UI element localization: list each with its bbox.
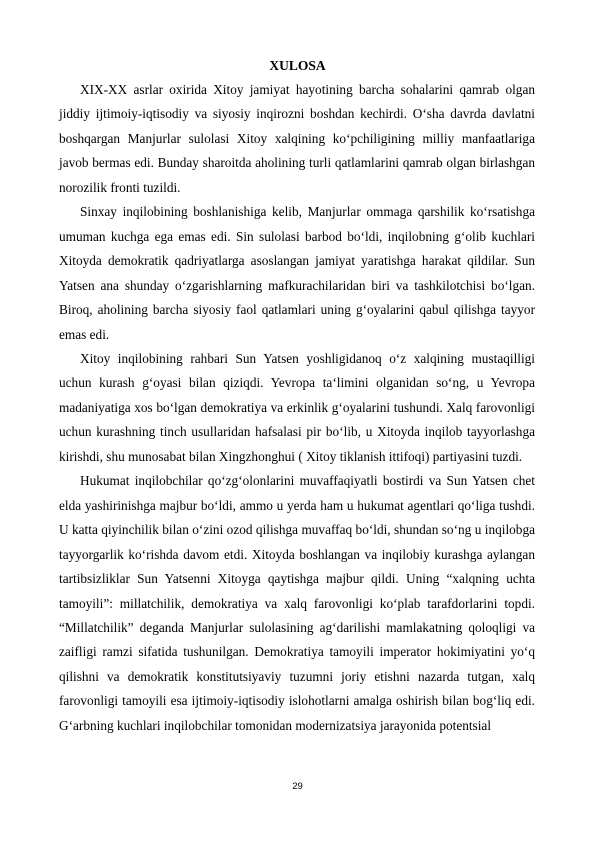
page-number: 29 <box>292 781 303 792</box>
document-body <box>59 78 535 738</box>
paragraph-3: Xitoy inqilobining rahbari Sun Yatsen yoshligidanoq o‘z xalqining mustaqilligi uchun kurash g‘oyasi bilan qiziqdi. Yevropa ta‘limini olganidan so‘ng, u Yevropa madaniyatiga xos bo‘lgan demokratiya va erkinlik g‘oyalarini tushundi. Xalq farovonligi uchun kurashning tinch usullaridan hafsalasi pir bo‘lib, u Xitoyda inqilob tayyorlashga kirishdi, shu munosabat bilan Xingzhonghui ( Xitoy tiklanish ittifoqi) partiyasini tuzdi. <box>59 350 535 464</box>
paragraph-1: XIX-XX asrlar oxirida Xitoy jamiyat hayotining barcha sohalarini qamrab olgan jiddiy ijtimoiy-iqtisodiy va siyosiy inqirozni boshdan kechirdi. O‘sha davrda davlatni boshqargan Manjurlar sulolasi Xitoy xalqining ko‘pchiligining milliy manfaatlariga javob bermas edi. Bunday sharoitda aholining turli qatlamlarini qamrab olgan birlashgan norozilik fronti tuzildi. <box>59 82 535 195</box>
paragraph-4: Hukumat inqilobchilar qo‘zg‘olonlarini muvaffaqiyatli bostirdi va Sun Yatsen chet elda yashirinishga majbur bo‘ldi, ammo u yerda ham u hukumat agentlari qo‘liga tushdi. U katta qiyinchilik bilan o‘zini ozod qilishga muvaffaq bo‘ldi, shundan so‘ng u inqilobga tayyorgarlik ko‘rishda davom etdi. Xitoyda boshlangan va inqilobiy kurashga aylangan tartibsizliklar Sun Yatsenni Xitoyga qaytishga majbur qildi. Uning “xalqning uchta tamoyili”: millatchilik, demokratiya va xalq farovonligi ko‘plab tarafdorlarini topdi. “Millatchilik” deganda Manjurlar sulolasining ag‘darilishi mamlakatning qoloqligi va zaifligi ramzi sifatida tushunilgan. Demokratiya tamoyili imperator hokimiyatini yo‘q qilishni va demokratik konstitutsiyaviy tuzumni joriy etishni nazarda tutgan, xalq farovonligi tamoyili esa ijtimoiy-iqtisodiy islohotlarni amalga oshirish bilan bog‘liq edi. G‘arbning kuchlari inqilobchilar tomonidan modernizatsiya jarayonida potentsial <box>59 473 535 733</box>
paragraph-2: Sinxay inqilobining boshlanishiga kelib, Manjurlar ommaga qarshilik ko‘rsatishga umuman kuchga ega emas edi. Sin sulolasi barbod bo‘ldi, inqilobning g‘olib kuchlari Xitoyda demokratik qadriyatlarga asoslangan jamiyat yaratishga harakat qildilar. Sun Yatsen ana shunday o‘zgarishlarning mafkurachilaridan biri va tashkilotchisi bo‘lgan. Biroq, aholining barcha siyosiy faol qatlamlari uning g‘oyalarini qabul qilishga tayyor emas edi. <box>59 204 535 342</box>
page-title: XULOSA <box>269 58 326 73</box>
